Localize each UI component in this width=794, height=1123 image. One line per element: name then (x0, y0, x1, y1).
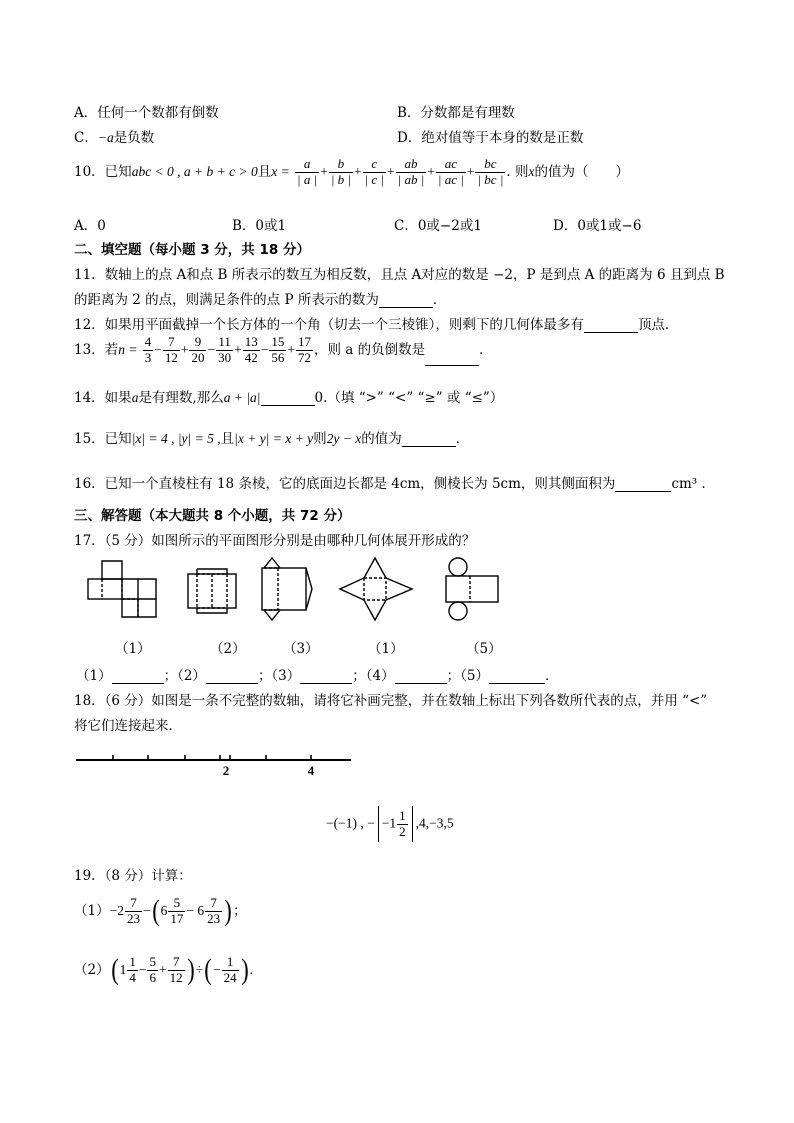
answer-blank[interactable] (112, 669, 164, 684)
q18-number-line (76, 752, 356, 780)
answer-blank[interactable] (402, 432, 456, 447)
q19-part1: （1）−2 $\frac{7}{23}$ −(6 $\frac{5}{17}$ − 6 $\frac{7}{23}$ )； (74, 894, 247, 928)
answer-blank[interactable] (615, 477, 671, 492)
q17-stem: 17．（5 分）如图所示的平面图形分别是由哪种几何体展开形成的？ (74, 533, 476, 549)
q16: 16．已知一个直棱柱有 18 条棱，它的底面边长都是 4cm，侧棱长为 5cm，则其侧面积为 cm³ ． (74, 476, 716, 492)
q17-nets-figure (80, 556, 510, 622)
q9-option-b: B．分数都是有理数 (397, 105, 515, 121)
answer-blank[interactable] (300, 669, 352, 684)
q17-caption-5: （5） (466, 641, 502, 657)
q10-stem: 10．已知abc < 0 , a + b + c > 0且x = $\frac{a}{| a |}$ + $\frac{b}{| b |}$ + $\frac{c}{| c |}$ + $\frac{ab}{| ab |}$ + $\frac{ac}{| ac |}$ + $\frac{bc}{| bc |}$ . 则x的值为（ ） (74, 156, 629, 187)
q13: 13．若n = $\frac{4}{3}$ − $\frac{7}{12}$ + $\frac{9}{20}$ − $\frac{11}{30}$ + $\frac{13}{42}$ − $\frac{15}{56}$ + $\frac{17}{72}$ ，则 a 的负倒数是 ． (74, 334, 493, 365)
q19-stem: 19．（8 分）计算： (74, 868, 192, 884)
q10-option-a: A．0 (74, 218, 106, 234)
net-figure-2 (188, 569, 236, 613)
q10-option-d: D．0或1或−6 (553, 218, 642, 234)
answer-blank[interactable] (206, 669, 258, 684)
q10-option-b: B．0或1 (232, 218, 287, 234)
q18-line2: 将它们连接起来． (74, 718, 182, 734)
section-3-heading: 三、解答题（本大题共 8 个小题，共 72 分） (74, 508, 351, 524)
q9-option-a: A．任何一个数都有倒数 (74, 105, 219, 121)
answer-blank[interactable] (379, 293, 433, 308)
q9-option-c: C．−a是负数 (74, 130, 155, 146)
answer-blank[interactable] (261, 391, 315, 406)
q17-caption-4: （1） (368, 641, 404, 657)
net-figure-4 (340, 558, 412, 620)
q10-frac-b: $\frac{b}{| b |}$ (330, 156, 351, 187)
q10-frac-ac: $\frac{ac}{| ac |}$ (437, 156, 464, 187)
q18-numbers: −(−1) , − −1 $\frac{1}{2}$ ,4,−3,5 (326, 806, 454, 842)
axis-label-4: 4 (307, 763, 315, 778)
q19-part2: （2）(1 $\frac{1}{4}$ − $\frac{5}{6}$ + $\frac{7}{12}$ )÷(− $\frac{1}{24}$ ). (74, 953, 254, 987)
answer-blank[interactable] (425, 351, 479, 366)
axis-label-2: 2 (222, 763, 230, 778)
q9-option-d: D．绝对值等于本身的数是正数 (397, 130, 584, 146)
q15: 15．已知|x| = 4 , |y| = 5 ,且|x + y| = x + y则2y − x的值为 ． (74, 431, 470, 447)
net-figure-3 (262, 558, 312, 620)
q17-caption-1: （1） (115, 641, 151, 657)
q10-frac-ab: $\frac{ab}{| ab |}$ (397, 156, 425, 187)
answer-blank[interactable] (489, 669, 545, 684)
answer-blank[interactable] (584, 318, 638, 333)
q17-caption-2: （2） (210, 641, 246, 657)
q10-frac-c: $\frac{c}{| c |}$ (364, 156, 385, 187)
section-2-heading: 二、填空题（每小题 3 分，共 18 分） (74, 242, 310, 258)
q18-line1: 18．（6 分）如图是一条不完整的数轴，请将它补画完整，并在数轴上标出下列各数所代表的点，并用 “<” (74, 693, 708, 709)
q10-frac-bc: $\frac{bc}{| bc |}$ (477, 156, 504, 187)
net-figure-5 (446, 558, 498, 620)
q10-frac-a: $\frac{a}{| a |}$ (297, 156, 318, 187)
answer-blank[interactable] (395, 669, 447, 684)
q10-option-c: C．0或−2或1 (394, 218, 482, 234)
net-figure-1 (88, 561, 156, 617)
q17-answers: （1） ；（2） ；（3） ；（4） ；（5） ． (76, 668, 559, 684)
q17-caption-3: （3） (283, 641, 319, 657)
q14: 14．如果a是有理数,那么a + |a| 0.（填 “>” “<” “≥” 或 “≤”） (74, 390, 504, 406)
q12: 12．如果用平面截掉一个长方体的一个角（切去一个三棱锥），则剩下的几何体最多有 顶点． (74, 317, 679, 333)
q11-line2: 的距离为 2 的点，则满足条件的点 P 所表示的数为 ． (74, 292, 447, 308)
q11-line1: 11．数轴上的点 A和点 B 所表示的数互为相反数，且点 A对应的数是 −2，P 是到点 A 的距离为 6 且到点 B (74, 267, 725, 283)
